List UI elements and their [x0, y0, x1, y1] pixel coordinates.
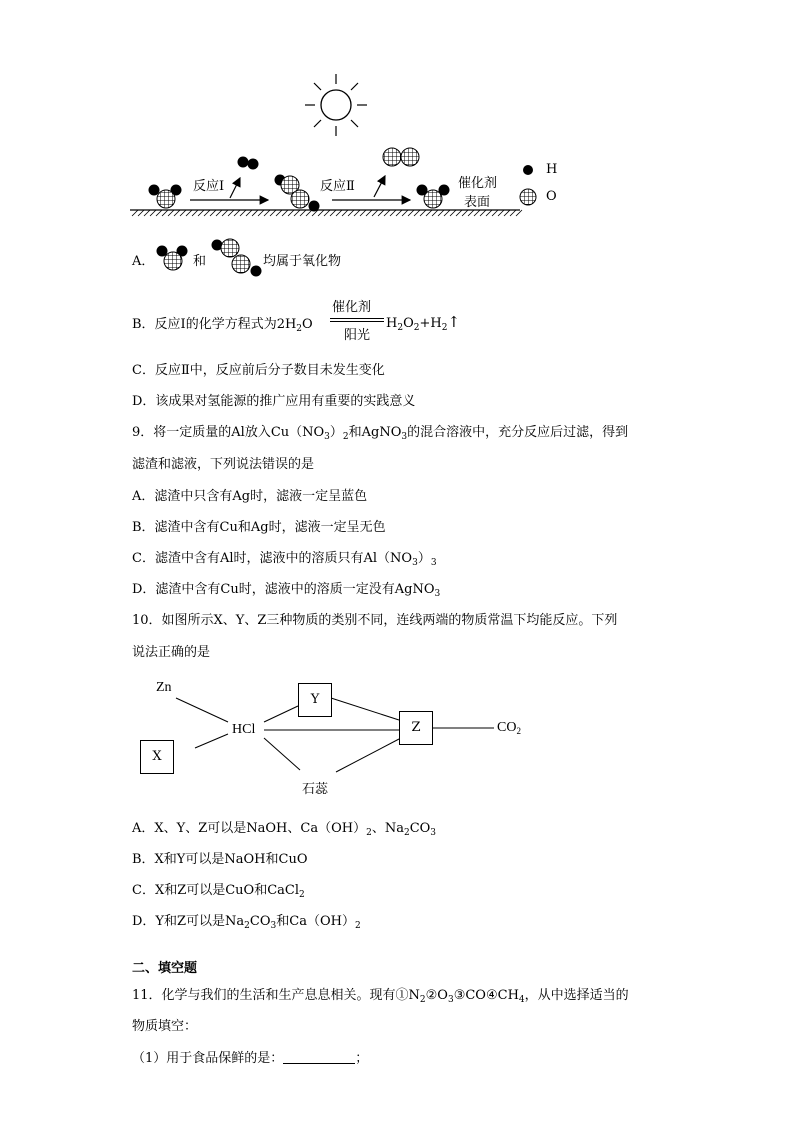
q11-stem-line1: 11．化学与我们的生活和生产息息相关。现有$①N_2②O_3③CO④CH_4$，从中选择适当的: [132, 988, 629, 1005]
co2-label: $CO_2$: [497, 720, 521, 736]
q8-equation-bar-2: [330, 321, 384, 322]
q11-subquestion-1: （1）用于食品保鲜的是： ；: [132, 1051, 369, 1066]
reaction-network-diagram: [140, 676, 540, 806]
o2-release-arrow: [374, 176, 385, 197]
sun-icon: [305, 74, 367, 136]
reaction-scheme-figure: [120, 68, 580, 228]
hcl-y-link: [264, 706, 298, 722]
h2-release-arrow: [230, 178, 240, 198]
x-label: X: [152, 749, 162, 764]
q10-stem-line2: 说法正确的是: [132, 645, 211, 660]
q8-catalyst-condition: 催化剂: [332, 300, 372, 315]
q9-option-a: A．滤渣中只含有Ag时，滤液一定呈蓝色: [132, 489, 368, 504]
q11-stem-line2: 物质填空：: [132, 1019, 198, 1034]
x-box: [140, 740, 174, 774]
hcl-label: HCl: [232, 722, 256, 737]
q9-stem-line1: 9．将一定质量的Al放入$Cu(NO_3)_2$和AgNO$_3$的混合溶液中，充分反应后过滤，得到: [132, 425, 629, 442]
h2-molecule: [238, 157, 259, 170]
catalyst-surface-ground: [130, 210, 522, 216]
answer-blank[interactable]: [283, 1051, 355, 1064]
q8-option-a-prefix: A．: [132, 254, 155, 269]
legend-h-marker: [523, 165, 533, 175]
q8-option-b: B．反应Ⅰ的化学方程式为$2H_2O$: [132, 317, 313, 334]
legend-o-marker: [520, 189, 536, 205]
y-label: Y: [310, 692, 320, 707]
litmus-z-link: [336, 739, 399, 772]
zn-hcl-link: [176, 698, 228, 722]
q8-option-a-and: 和: [193, 254, 207, 269]
reaction2-label: 反应Ⅱ: [320, 179, 355, 194]
q10-option-b: B．X和Y可以是NaOH和CuO: [132, 852, 308, 867]
y-box: [298, 683, 332, 717]
q8-sunlight-condition: 阳光: [344, 328, 371, 343]
z-box: [399, 711, 433, 745]
water-molecule-1: [149, 185, 182, 209]
q10-option-c: C．X和Z可以是CuO和CaCl$_2$: [132, 883, 305, 900]
h2o2-molecule-surface: [275, 175, 320, 212]
q10-stem-line1: 10．如图所示X、Y、Z三种物质的类别不同，连线两端的物质常温下均能反应。下列: [132, 613, 618, 628]
q8-option-d: D．该成果对氢能源的推广应用有重要的实践意义: [132, 394, 416, 409]
z-label: Z: [411, 720, 421, 735]
h2o2-molecule-icon: [208, 236, 264, 278]
q9-option-d: D．滤渣中含有Cu时，滤液中的溶质一定没有AgNO$_3$: [132, 582, 441, 599]
q8-option-a-text: 均属于氧化物: [263, 254, 342, 269]
catalyst-label-2: 表面: [464, 195, 491, 210]
q9-option-c: C．滤渣中含有Al时，滤液中的溶质只有$Al(NO_3)_3$: [132, 551, 437, 568]
y-z-link: [331, 698, 399, 720]
q9-stem-line2: 滤渣和滤液，下列说法错误的是: [132, 457, 315, 472]
zn-label: Zn: [156, 680, 172, 695]
q8-option-c: C．反应Ⅱ中，反应前后分子数目未发生变化: [132, 363, 385, 378]
q8-option-b-products: $H_2O_2+H_2↑$: [386, 313, 461, 333]
section-header: 二、填空题: [132, 961, 198, 976]
o2-molecule: [383, 148, 419, 166]
litmus-label: 石蕊: [302, 782, 329, 797]
legend-o-label: O: [546, 189, 557, 204]
q9-option-b: B．滤渣中含有Cu和Ag时，滤液一定呈无色: [132, 520, 386, 535]
reaction1-label: 反应Ⅰ: [193, 179, 225, 194]
x-hcl-link: [195, 734, 228, 748]
legend-h-label: H: [546, 162, 558, 177]
q10-option-a: A．X、Y、Z可以是NaOH、$Ca(OH)_2$、$Na_2CO_3$: [132, 821, 437, 838]
catalyst-label-1: 催化剂: [458, 176, 498, 191]
water-molecule-icon: [152, 243, 192, 273]
water-molecule-2: [417, 185, 450, 209]
q10-option-d: D．Y和Z可以是$Na_2CO_3$和$Ca(OH)_2$: [132, 914, 361, 931]
hcl-litmus-link: [264, 738, 300, 770]
q8-equation-bar-1: [330, 318, 384, 319]
